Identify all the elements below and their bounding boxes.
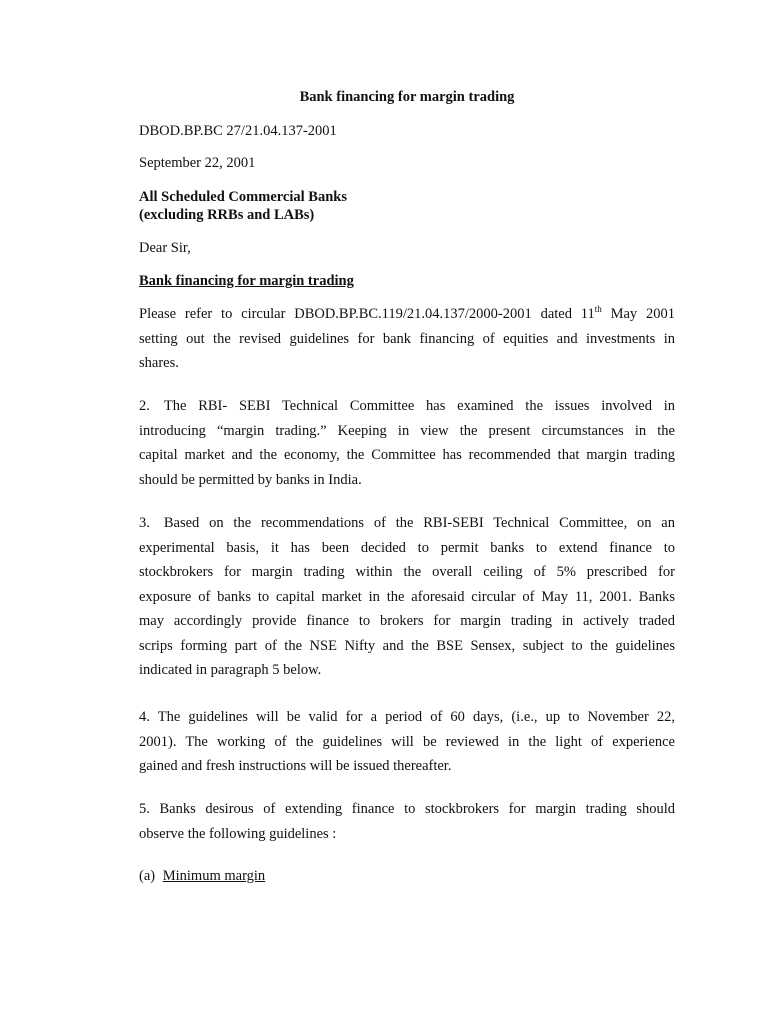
paragraph-2-line-3: capital market and the economy, the Committee has recommended that margin trading — [139, 447, 675, 463]
paragraph-4-line-3: gained and fresh instructions will be issued thereafter. — [139, 758, 452, 774]
addressee-line-2: (excluding RRBs and LABs) — [139, 207, 315, 223]
addressee-line-1: All Scheduled Commercial Banks — [139, 189, 347, 205]
paragraph-3-line-1 — [139, 511, 675, 536]
subject-line: Bank financing for margin trading — [139, 273, 354, 289]
paragraph-5-line-1: 5. Banks desirous of extending finance to stockbrokers for margin trading should — [139, 801, 675, 817]
paragraph-5-line-2: observe the following guidelines : — [139, 825, 337, 842]
item-a-title: Minimum margin — [162, 868, 266, 884]
paragraph-2 — [139, 394, 675, 492]
superscript-th: th — [594, 304, 602, 314]
paragraph-4-line-1: 4. The guidelines will be valid for a period of 60 days, (i.e., up to November 22, — [139, 709, 675, 725]
document-heading: Bank financing for margin trading — [299, 89, 515, 105]
circular-date: September 22, 2001 — [139, 155, 256, 171]
paragraph-2-line-2: introducing “margin trading.” Keeping in view the present circumstances in the — [139, 422, 675, 439]
paragraph-1-line-1-text: Please refer to circular DBOD.BP.BC.119/21.04.137/2000-2001 dated 11 — [139, 306, 595, 322]
paragraph-4-line-2: 2001). The working of the guidelines will be reviewed in the light of experience — [139, 733, 675, 750]
paragraph-1-line-1-end: May 2001 — [601, 306, 675, 322]
paragraph-3-line-4: exposure of banks to capital market in the aforesaid circular of May 11, 2001. Banks — [139, 588, 675, 605]
paragraph-1-line-2: setting out the revised guidelines for bank financing of equities and investments in — [139, 330, 675, 347]
paragraph-3-line-5: may accordingly provide finance to brokers for margin trading in actively traded — [139, 613, 675, 629]
item-a-label: (a) — [139, 868, 156, 884]
paragraph-2-line-1 — [139, 394, 675, 419]
paragraph-3-line-1-text: Based on the recommendations of the RBI-SEBI Technical Committee, on an — [163, 515, 675, 531]
item-a — [139, 867, 265, 885]
salutation: Dear Sir, — [139, 240, 191, 256]
paragraph-4 — [139, 705, 675, 779]
paragraph-3-number: 3. — [139, 515, 150, 531]
paragraph-3-line-7: indicated in paragraph 5 below. — [139, 662, 322, 678]
paragraph-3-line-3: stockbrokers for margin trading within the overall ceiling of 5% prescribed for — [139, 564, 675, 580]
paragraph-2-number: 2. — [139, 398, 150, 414]
paragraph-1-line-1 — [139, 302, 675, 327]
paragraph-3 — [139, 511, 675, 683]
circular-reference: DBOD.BP.BC 27/21.04.137-2001 — [139, 123, 337, 139]
paragraph-1 — [139, 302, 675, 376]
paragraph-3-line-6: scrips forming part of the NSE Nifty and the BSE Sensex, subject to the guidelines — [139, 637, 675, 654]
paragraph-2-line-4: should be permitted by banks in India. — [139, 471, 362, 488]
paragraph-5 — [139, 797, 675, 846]
paragraph-3-line-2: experimental basis, it has been decided to permit banks to extend finance to — [139, 539, 675, 556]
paragraph-1-line-3: shares. — [139, 355, 179, 371]
paragraph-2-line-1-text: The RBI- SEBI Technical Committee has examined the issues involved in — [163, 398, 675, 414]
